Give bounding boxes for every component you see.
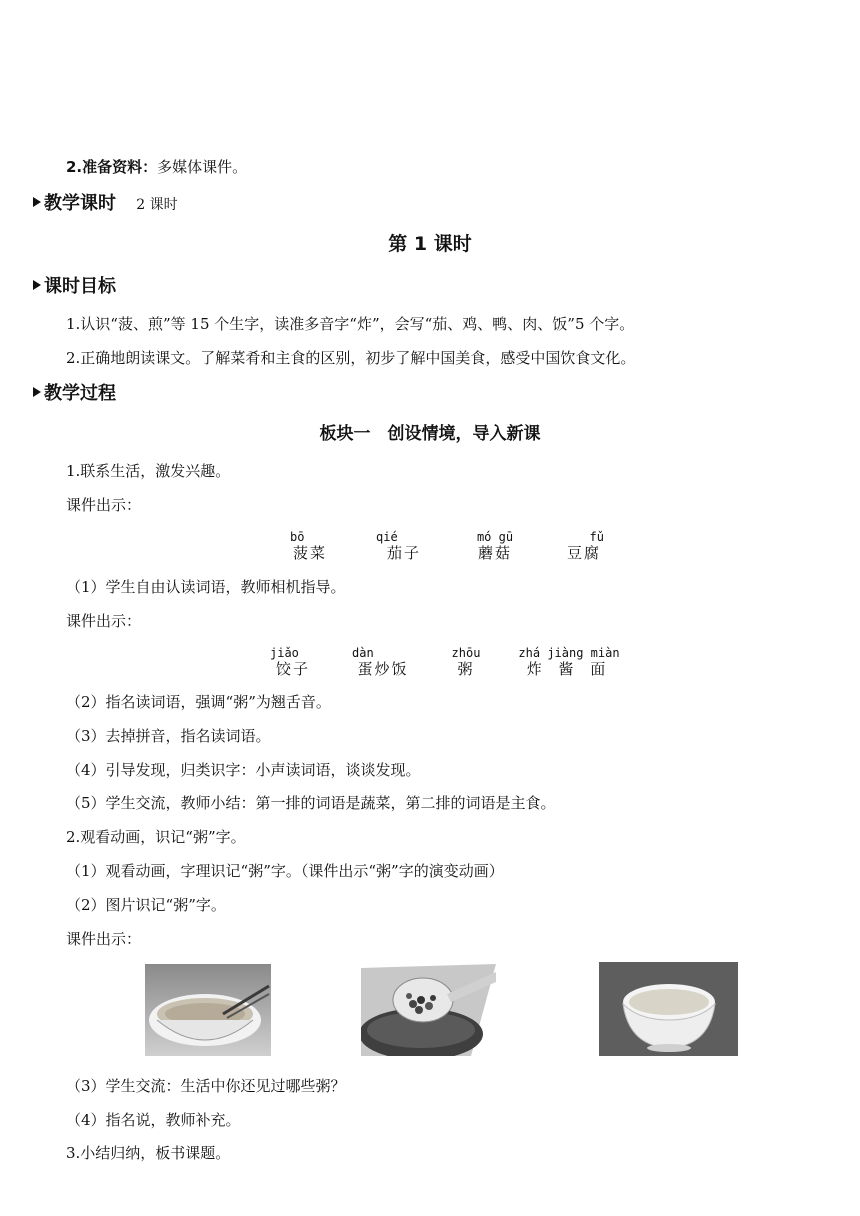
hours-text: 2 课时 bbox=[136, 197, 178, 213]
rice-porridge-bowl-icon bbox=[599, 962, 738, 1056]
substep: （4）引导发现，归类识字：小声读词语，谈谈发现。 bbox=[66, 761, 421, 779]
hanzi: 蛋炒饭 bbox=[357, 660, 409, 678]
porridge-photo-3 bbox=[599, 962, 738, 1056]
courseware-label: 课件出示： bbox=[66, 496, 142, 514]
hanzi: 炸 酱 面 bbox=[526, 660, 612, 678]
hours-label: 教学课时 bbox=[44, 193, 116, 214]
substep: （1）学生自由认读词语，教师相机指导。 bbox=[66, 578, 346, 596]
step-1: 1.联系生活，激发兴趣。 bbox=[66, 462, 231, 480]
goal-item: 1.认识“菠、煎”等 15 个生字，读准多音字“炸”，会写“茄、鸡、鸭、肉、饭”5 个字。 bbox=[66, 315, 635, 333]
prep-text: 多媒体课件。 bbox=[157, 158, 248, 176]
hanzi: 菠菜 bbox=[292, 544, 327, 562]
pinyin: zhōu bbox=[451, 646, 481, 660]
pinyin: jiǎo bbox=[270, 646, 299, 660]
step-3: 3.小结归纳，板书课题。 bbox=[66, 1144, 231, 1162]
substep: （2）指名读词语，强调“粥”为翘舌音。 bbox=[66, 693, 331, 711]
goal-item: 2.正确地朗读课文。了解菜肴和主食的区别，初步了解中国美食，感受中国饮食文化。 bbox=[66, 349, 636, 367]
pinyin: bō bbox=[290, 530, 305, 544]
triangle-bullet-icon bbox=[33, 197, 41, 207]
goals-heading-label: 课时目标 bbox=[44, 276, 116, 297]
pinyin: qié bbox=[376, 530, 398, 544]
process-heading-label: 教学过程 bbox=[44, 383, 116, 404]
step-2: 2.观看动画，识记“粥”字。 bbox=[66, 828, 246, 846]
vocab-word bbox=[352, 646, 414, 678]
vocab-word bbox=[290, 530, 330, 562]
hanzi: 豆腐 bbox=[566, 544, 601, 562]
porridge-photo-1 bbox=[145, 964, 271, 1056]
pinyin: zhá jiàng miàn bbox=[518, 646, 620, 660]
courseware-label: 课件出示： bbox=[66, 930, 142, 948]
hours-heading bbox=[33, 193, 178, 216]
vocab-word bbox=[270, 646, 316, 678]
substep: （1）观看动画，字理识记“粥”字。（课件出示“粥”字的演变动画） bbox=[66, 862, 504, 880]
substep: （4）指名说，教师补充。 bbox=[66, 1111, 241, 1129]
hanzi: 粥 bbox=[457, 660, 475, 678]
porridge-photo-2 bbox=[361, 964, 496, 1056]
bean-porridge-spoon-icon bbox=[361, 964, 496, 1056]
courseware-label: 课件出示： bbox=[66, 612, 142, 630]
porridge-bowl-spoon-icon bbox=[145, 964, 271, 1056]
vocab-word bbox=[470, 530, 520, 562]
process-heading bbox=[33, 383, 116, 405]
pinyin: mó gū bbox=[476, 530, 514, 544]
vocab-word bbox=[564, 530, 604, 562]
block-title: 板块一 创设情境，导入新课 bbox=[319, 424, 541, 444]
prep-line bbox=[66, 157, 247, 177]
substep: （2）图片识记“粥”字。 bbox=[66, 896, 226, 914]
substep: （3）去掉拼音，指名读词语。 bbox=[66, 727, 271, 745]
vocab-word bbox=[376, 530, 432, 562]
lesson-title: 第 1 课时 bbox=[388, 233, 472, 255]
pinyin: dàn bbox=[352, 646, 374, 660]
triangle-bullet-icon bbox=[33, 387, 41, 397]
triangle-bullet-icon bbox=[33, 280, 41, 290]
pinyin: fǔ bbox=[589, 530, 604, 544]
prep-label: 2.准备资料： bbox=[66, 158, 158, 176]
substep: （3）学生交流：生活中你还见过哪些粥？ bbox=[66, 1077, 346, 1095]
hanzi: 茄子 bbox=[386, 544, 421, 562]
substep: （5）学生交流，教师小结：第一排的词语是蔬菜，第二排的词语是主食。 bbox=[66, 794, 556, 812]
vocab-word bbox=[446, 646, 486, 678]
hanzi: 饺子 bbox=[275, 660, 310, 678]
vocab-word bbox=[510, 646, 628, 678]
hanzi: 蘑菇 bbox=[477, 544, 512, 562]
goals-heading bbox=[33, 276, 116, 298]
